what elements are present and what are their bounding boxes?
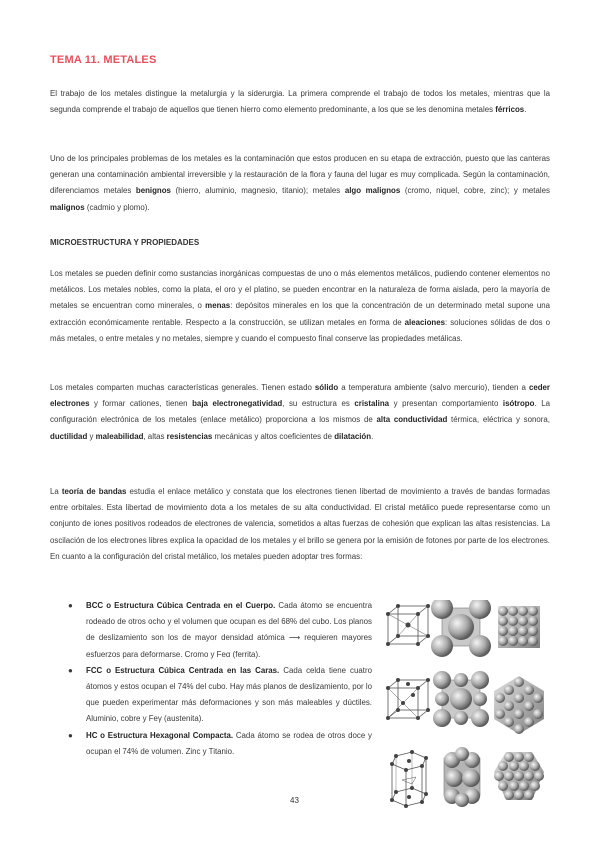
page-title: TEMA 11. METALES bbox=[50, 54, 157, 66]
list-item-hc: ● HC o Estructura Hexagonal Compacta. Cada átomo se rodea de otros doce y ocupan el 74% de volumen. Zinc y Titanio. bbox=[62, 728, 372, 760]
definition-paragraph: Los metales se pueden definir como sustancias inorgánicas compuestas de uno o más elementos metálicos, pudiendo contener elementos no metálicos. Los metales nobles, como la plata, el oro y el platino, se pueden encontrar en la naturaleza de forma aislada, pero la mayoría de metales se encuentran como minerales, o menas: depósitos minerales en los que la concentración de un determinado metal supone una extracción económicamente rentable. Respecto a la construcción, se utilizan metales en forma de aleaciones: soluciones sólidas de dos o más metales, o entre metales y no metales, siempre y cuando el compuesto final conserve las propiedades metálicas. bbox=[50, 269, 551, 343]
bcc-bulk-block bbox=[498, 606, 540, 648]
hc-lattice-diagram bbox=[390, 750, 428, 808]
section-heading: MICROESTRUCTURA Y PROPIEDADES bbox=[50, 238, 200, 247]
bcc-packing-model bbox=[431, 600, 491, 657]
bullet-icon: ● bbox=[68, 730, 73, 740]
crystal-illustrations bbox=[382, 600, 552, 810]
hc-packing-model bbox=[444, 747, 480, 807]
intro-paragraph: El trabajo de los metales distingue la metalurgia y la siderurgia. La primera comprende el trabajo de todos los metales, mientras que la segunda comprende el trabajo de aquellos que tienen hierro como elemento predominante, a los que se les denomina metales férricos. bbox=[50, 89, 550, 115]
band-theory-paragraph: La teoría de bandas estudia el enlace metálico y constata que los electrones tienen libertad de movimiento a través de bandas formadas entre orbitales. Esta libertad de movimiento dota a los metales de su alta conductividad. El cristal metálico puede representarse como un conjunto de iones positivos rodeados de electrones de valencia, sometidos a altas fuerzas de cohesión que explican las altas resistencias. La oscilación de los electrones libres explica la opacidad de los metales y el brillo se genera por la emisión de fotones por parte de los electrones. En cuanto a la configuración del cristal metálico, los metales pueden adoptar tres formas: bbox=[50, 487, 550, 561]
hc-bulk-block bbox=[494, 752, 544, 800]
fcc-packing-model bbox=[433, 671, 489, 727]
bcc-lattice-diagram bbox=[386, 604, 430, 646]
crystal-illustration-svg bbox=[382, 600, 552, 810]
crystal-structure-list bbox=[62, 598, 372, 760]
contamination-paragraph: Uno de los principales problemas de los metales es la contaminación que estos producen en su etapa de extracción, puesto que las canteras generan una contaminación ambiental irreversible y la restauración de la flora y fauna del lugar es muy complicada. Según la contaminación, diferenciamos metales benignos (hierro, aluminio, magnesio, titanio); metales algo malignos (cromo, niquel, cobre, zinc); y metales malignos (cadmio y plomo). bbox=[50, 154, 550, 212]
bullet-icon: ● bbox=[68, 665, 73, 675]
page-number: 43 bbox=[290, 796, 299, 805]
bullet-icon: ● bbox=[68, 601, 73, 610]
fcc-bulk-block bbox=[494, 676, 544, 734]
properties-paragraph: Los metales comparten muchas características generales. Tienen estado sólido a temperatura ambiente (salvo mercurio), tienden a ceder electrones y formar cationes, tienen baja electronegatividad, su estructura es cristalina y presentan comportamiento isótropo. La configuración electrónica de los metales (enlace metálico) proporciona a los mismos de alta conductividad térmica, eléctrica y sonora, ductilidad y maleabilidad, altas resistencias mecánicas y altos coeficientes de dilatación. bbox=[50, 383, 550, 441]
list-item-fcc: ● FCC o Estructura Cúbica Centrada en las Caras. Cada celda tiene cuatro átomos y estos ocupan el 74% del cubo. Hay más planos de deslizamiento, por lo que pueden experimentar más deformaciones y son más maleables y dúctiles. Aluminio, cobre y Feγ (austenita). bbox=[62, 663, 372, 728]
list-item-bcc: ● BCC o Estructura Cúbica Centrada en el Cuerpo. Cada átomo se encuentra rodeado de otros ocho y el volumen que ocupan es del 68% del cubo. Los planos de deslizamiento son los de mayor densidad atómica ⟶ requieren mayores esfuerzos para deformarse. Cromo y Feα (ferrita). bbox=[62, 598, 372, 663]
fcc-lattice-diagram bbox=[386, 678, 430, 720]
